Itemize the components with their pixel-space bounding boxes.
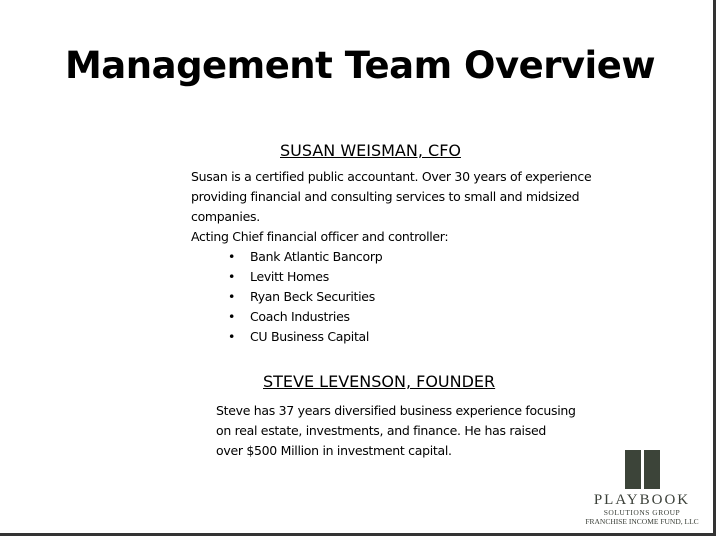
founder-bio-line: Steve has 37 years diversified business experience focusing [216, 403, 576, 418]
company-name: Levitt Homes [250, 269, 329, 284]
company-name: Bank Atlantic Bancorp [250, 249, 383, 264]
founder-bio-line: over $500 Million in investment capital. [216, 443, 452, 458]
cfo-intro: Acting Chief financial officer and controller: [191, 229, 449, 244]
playbook-logo [572, 450, 712, 526]
logo-subtitle: SOLUTIONS GROUP [603, 508, 681, 517]
bullet-icon: • [228, 249, 236, 264]
bullet-icon: • [228, 289, 236, 304]
list-item [191, 327, 591, 347]
founder-heading: STEVE LEVENSON, FOUNDER [263, 372, 496, 391]
founder-bio-line: on real estate, investments, and finance. He has raised [216, 423, 546, 438]
cfo-heading: SUSAN WEISMAN, CFO [280, 141, 461, 160]
page-title: Management Team Overview [64, 44, 656, 87]
logo-fund-name: FRANCHISE INCOME FUND, LLC [585, 517, 699, 526]
cfo-bio-line: companies. [191, 209, 260, 224]
company-name: Coach Industries [250, 309, 350, 324]
founder-bio [216, 401, 576, 461]
company-name: CU Business Capital [250, 329, 370, 344]
logo-bars-icon [572, 450, 712, 489]
list-item [191, 267, 591, 287]
bullet-icon: • [228, 269, 236, 284]
cfo-bio-line: providing financial and consulting services to small and midsized [191, 189, 580, 204]
list-item [191, 247, 591, 267]
company-name: Ryan Beck Securities [250, 289, 375, 304]
bullet-icon: • [228, 309, 236, 324]
cfo-bio [191, 167, 591, 347]
list-item [191, 287, 591, 307]
list-item [191, 307, 591, 327]
bullet-icon: • [228, 329, 236, 344]
logo-name: PLAYBOOK [593, 492, 691, 508]
cfo-bio-line: Susan is a certified public accountant. Over 30 years of experience [191, 169, 592, 184]
